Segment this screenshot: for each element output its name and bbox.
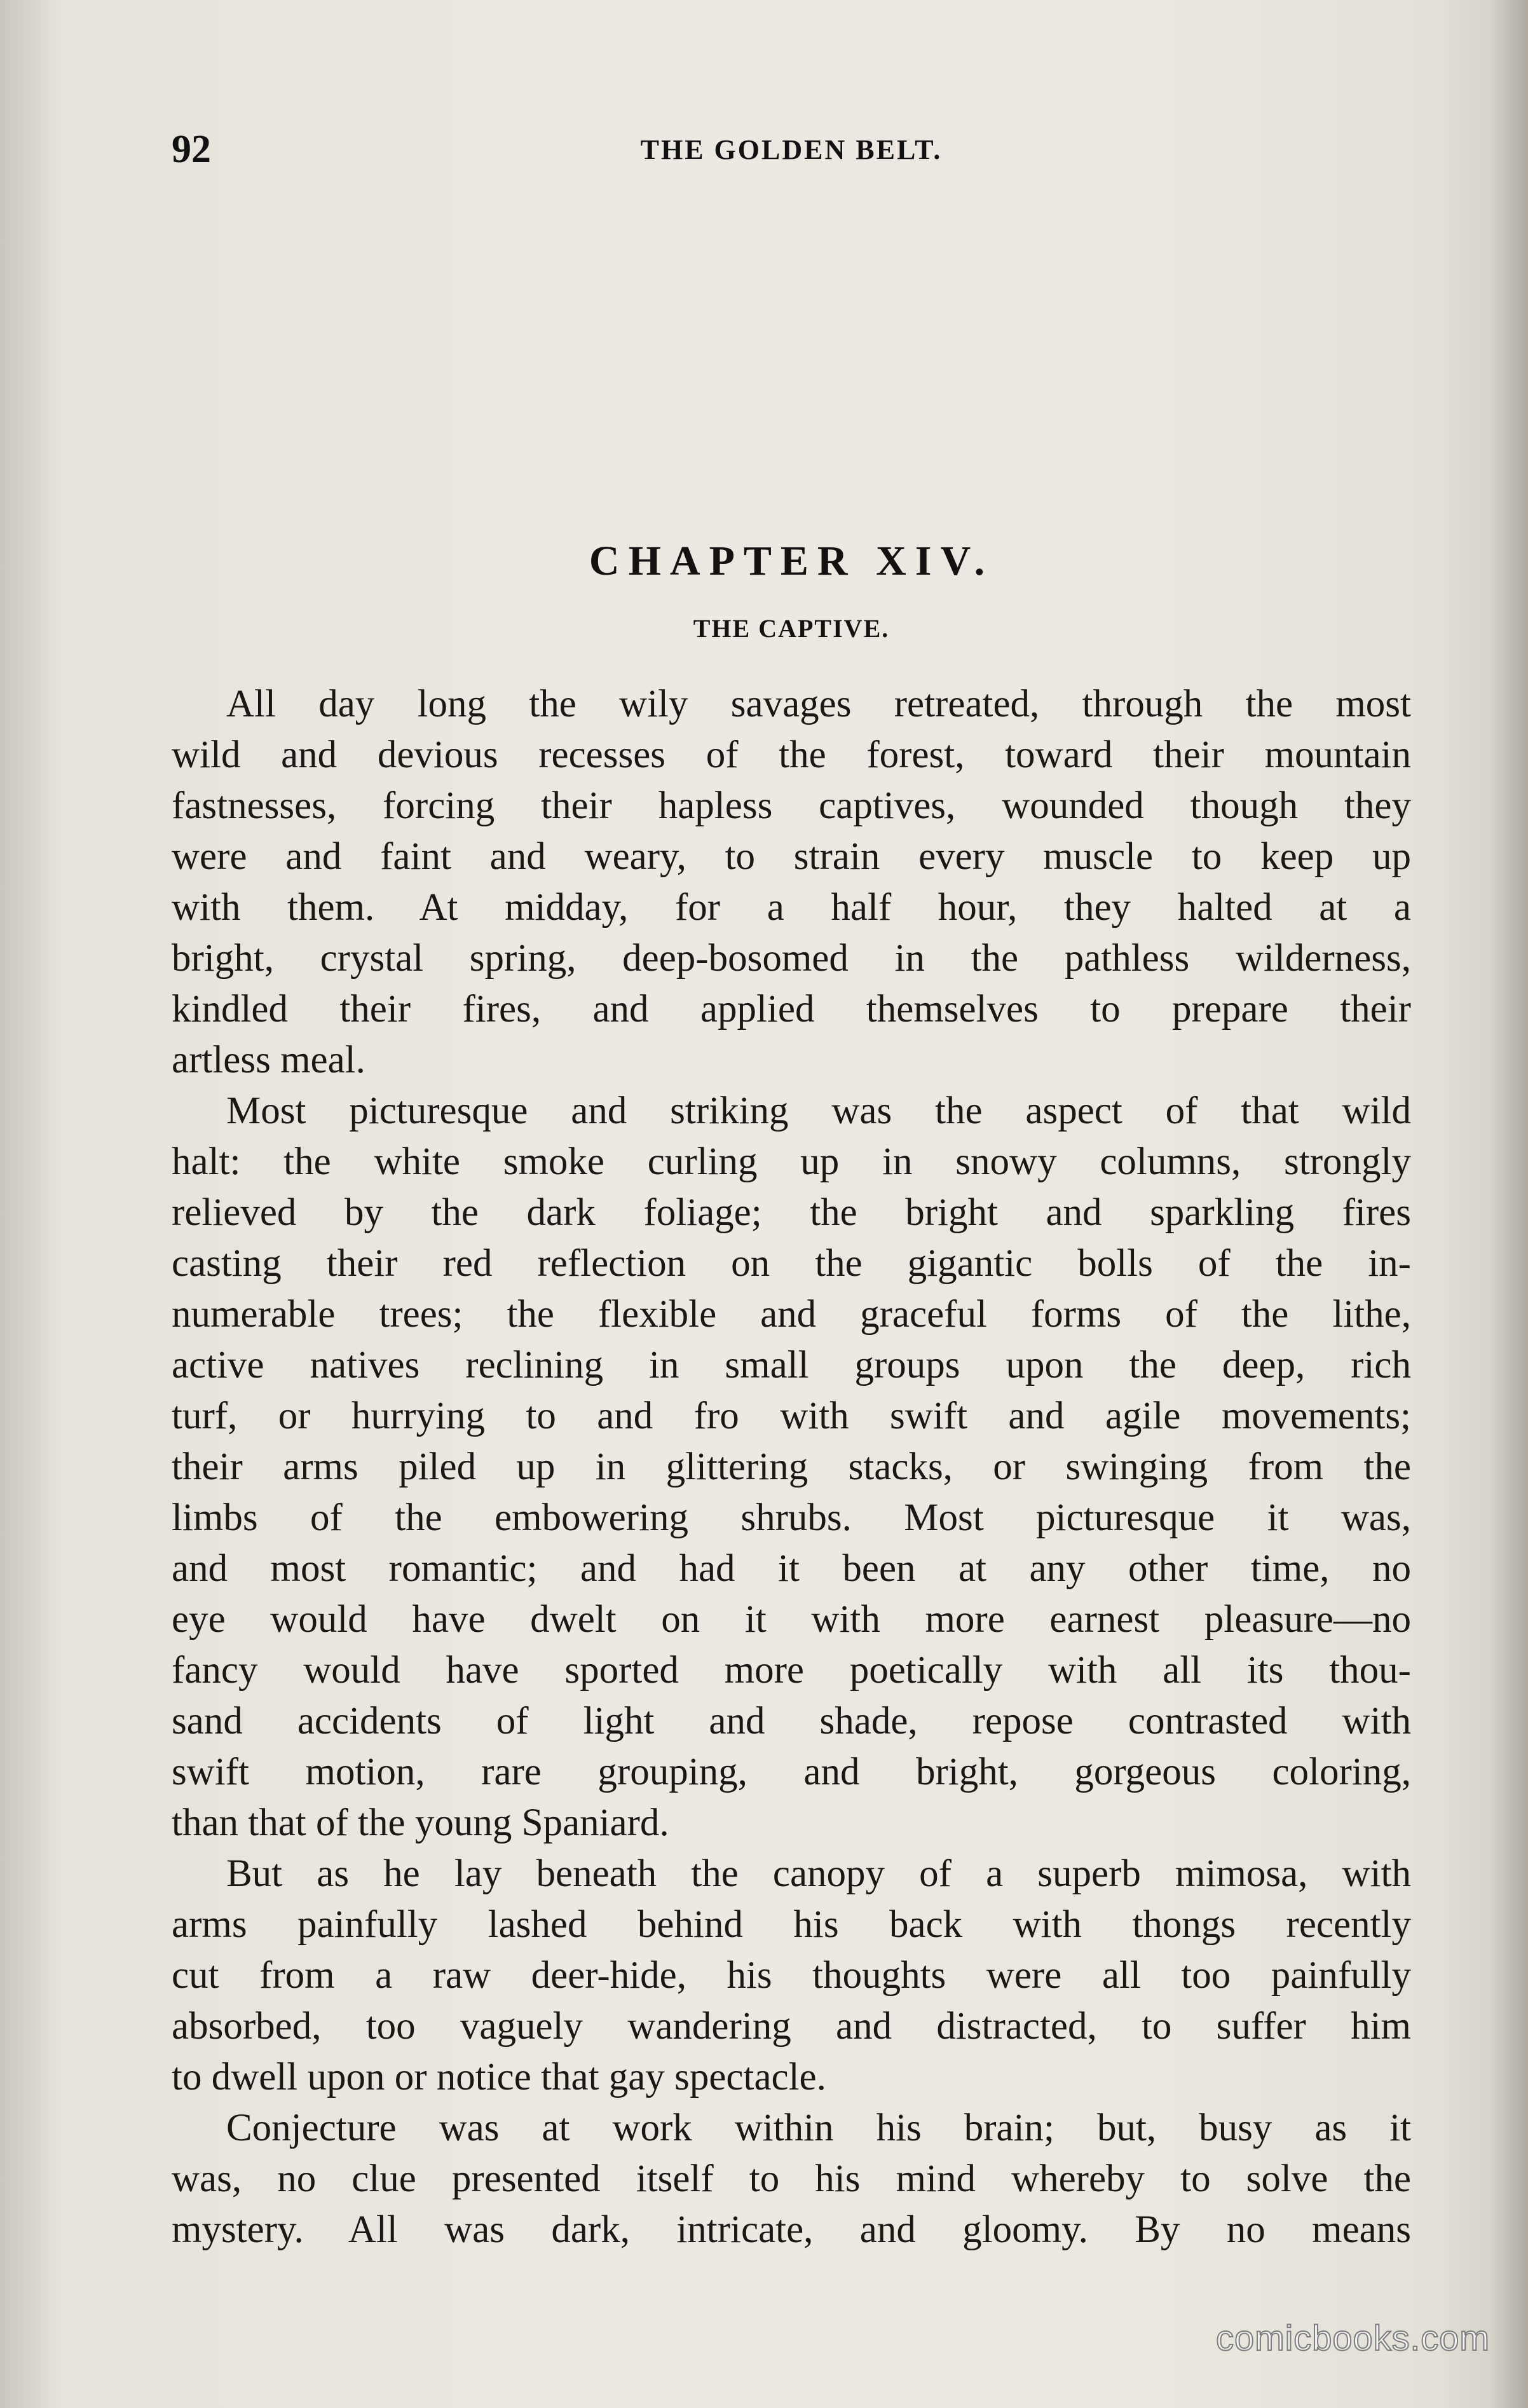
text-line: swift motion, rare grouping, and bright, gorgeous coloring, [172,1751,1411,1793]
page-number: 92 [172,128,211,171]
text-line: But as he lay beneath the canopy of a superb mimosa, with [226,1852,1411,1895]
text-line: arms painfully lashed behind his back with thongs recently [172,1903,1411,1946]
text-line: and most romantic; and had it been at any other time, no [172,1547,1411,1590]
page-header [172,127,1411,178]
text-line: mystery. All was dark, intricate, and gloomy. By no means [172,2208,1411,2251]
text-line: eye would have dwelt on it with more earnest pleasure—no [172,1598,1411,1641]
text-line: artless meal. [172,1039,365,1081]
text-line: turf, or hurrying to and fro with swift and agile movements; [172,1395,1411,1437]
text-line: was, no clue presented itself to his mind whereby to solve the [172,2158,1411,2200]
text-line: sand accidents of light and shade, repose contrasted with [172,1700,1411,1742]
text-line: were and faint and weary, to strain every muscle to keep up [172,835,1411,878]
chapter-subtitle: THE CAPTIVE. [693,614,890,643]
chapter-title: CHAPTER XIV. [589,538,994,584]
text-line: relieved by the dark foliage; the bright and sparkling fires [172,1191,1411,1234]
text-line: casting their red reflection on the gigantic bolls of the in- [172,1242,1411,1285]
text-line: halt: the white smoke curling up in snowy columns, strongly [172,1140,1411,1183]
text-line: kindled their fires, and applied themselves to prepare their [172,988,1411,1030]
text-line: their arms piled up in glittering stacks, or swinging from the [172,1446,1411,1488]
text-line: numerable trees; the flexible and graceful forms of the lithe, [172,1293,1411,1336]
text-line: to dwell upon or notice that gay spectacle. [172,2056,826,2098]
text-line: Most picturesque and striking was the aspect of that wild [226,1090,1411,1132]
text-line: All day long the wily savages retreated, through the most [226,683,1411,725]
watermark: comicbooks.com [1215,2318,1490,2358]
text-line: bright, crystal spring, deep-bosomed in the pathless wilderness, [172,937,1411,980]
running-head: THE GOLDEN BELT. [640,134,943,165]
text-line: absorbed, too vaguely wandering and distracted, to suffer him [172,2005,1411,2048]
text-line: wild and devious recesses of the forest, toward their mountain [172,734,1411,776]
text-line: Conjecture was at work within his brain; but, busy as it [226,2107,1411,2149]
text-line: fastnesses, forcing their hapless captives, wounded though they [172,784,1411,827]
text-line: fancy would have sported more poetically with all its thou- [172,1649,1411,1692]
text-line: limbs of the embowering shrubs. Most picturesque it was, [172,1496,1411,1539]
text-line: with them. At midday, for a half hour, they halted at a [172,886,1411,929]
text-line: cut from a raw deer-hide, his thoughts were all too painfully [172,1954,1411,1997]
body-text [172,679,1411,2255]
text-line: active natives reclining in small groups upon the deep, rich [172,1344,1411,1386]
text-line: than that of the young Spaniard. [172,1802,669,1844]
